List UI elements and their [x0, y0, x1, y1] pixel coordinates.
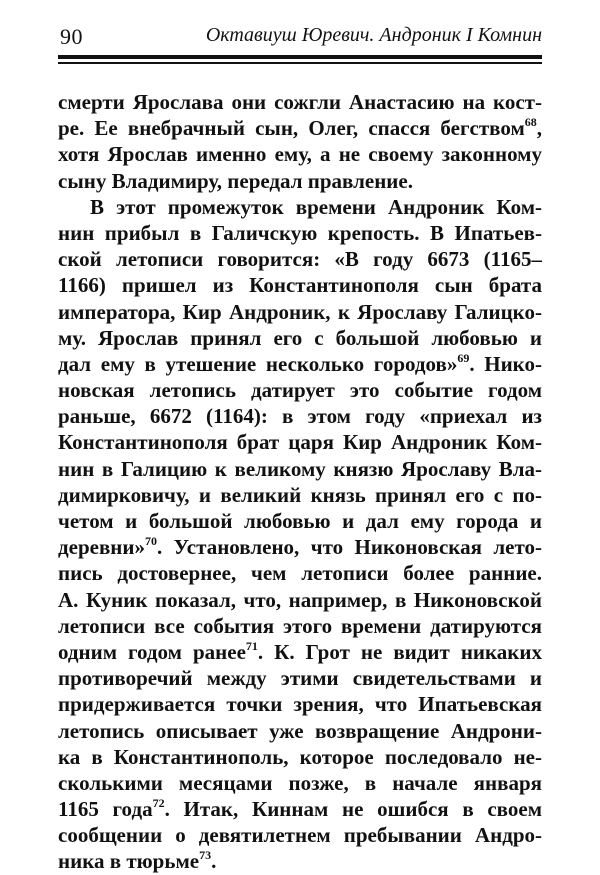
- text-line: В этот промежуток времени Андроник Ком-: [90, 194, 542, 219]
- body-text: [58, 89, 542, 875]
- text-line: пись достовернее, чем летописи более ранние.: [58, 561, 542, 586]
- page-header: [58, 18, 542, 50]
- header-rule-thin: [58, 62, 542, 64]
- footnote-ref: 73: [199, 848, 212, 863]
- text-line: ника в тюрьме$^{73}$.: [58, 848, 217, 874]
- text-line: летописи все события этого времени датируются: [58, 613, 542, 638]
- text-line: ре. Ее внебрачный сын, Олег, спасся бегством$^{68}$,: [58, 115, 542, 141]
- footnote-ref: 72: [152, 796, 165, 811]
- text-line: дал ему в утешение несколько городов»$^{69}$. Нико-: [58, 350, 542, 376]
- text-line: императора, Кир Андроник, к Ярославу Галицко-: [58, 299, 542, 324]
- text-line: димирковичу, и великий князь принял его с по-: [58, 482, 542, 507]
- footnote-ref: 68: [524, 115, 537, 130]
- text-line: четом и большой любовью и дал ему города и: [58, 509, 542, 533]
- page-number: 90: [60, 24, 83, 49]
- text-line: смерти Ярослава они сожгли Анастасию на кост-: [58, 90, 542, 114]
- running-title: Октавиуш Юревич. Андроник I Комнин: [205, 24, 542, 46]
- text-line: нин в Галицию к великому князю Ярославу Вла-: [58, 456, 542, 481]
- footnote-ref: 69: [457, 350, 470, 365]
- text-line: деревни»$^{70}$. Установлено, что Никоновская лето-: [58, 534, 542, 560]
- text-line: сколькими месяцами позже, в начале января: [58, 770, 542, 795]
- text-line: ка в Константинополь, которое последовало не-: [58, 744, 542, 769]
- text-line: нин прибыл в Галичскую крепость. В Ипатьев-: [58, 220, 542, 245]
- text-line: хотя Ярослав именно ему, а не своему законному: [58, 142, 542, 167]
- text-line: летопись описывает уже возвращение Андрони-: [58, 718, 542, 743]
- text-line: му. Ярослав принял его с большой любовью и: [58, 325, 542, 350]
- text-line: Константинополя брат царя Кир Андроник Ком-: [58, 430, 542, 455]
- text-line: противоречий между этими свидетельствами и: [58, 666, 542, 691]
- text-line: сыну Владимиру, передал правление.: [58, 168, 413, 193]
- text-line: 1165 года$^{72}$. Итак, Киннам не ошибся в своем: [58, 796, 542, 822]
- text-line: одним годом ранее$^{71}$. К. Грот не видит никаких: [58, 638, 542, 664]
- text-line: 1166) пришел из Константинополя сын брата: [58, 273, 542, 298]
- text-line: новская летопись датирует это событие годом: [58, 378, 542, 403]
- book-page: [58, 18, 542, 874]
- text-line: сообщении о девятилетнем пребывании Андро-: [58, 823, 542, 848]
- text-line: придерживается точки зрения, что Ипатьевская: [58, 692, 542, 717]
- footnote-ref: 71: [245, 638, 258, 653]
- text-line: ской летописи говорится: «В году 6673 (1165–: [58, 247, 542, 272]
- text-line: раньше, 6672 (1164): в этом году «приехал из: [58, 404, 542, 429]
- header-rule-thick: [58, 55, 542, 59]
- footnote-ref: 70: [144, 534, 157, 549]
- text-line: А. Куник показал, что, например, в Никоновской: [58, 587, 542, 612]
